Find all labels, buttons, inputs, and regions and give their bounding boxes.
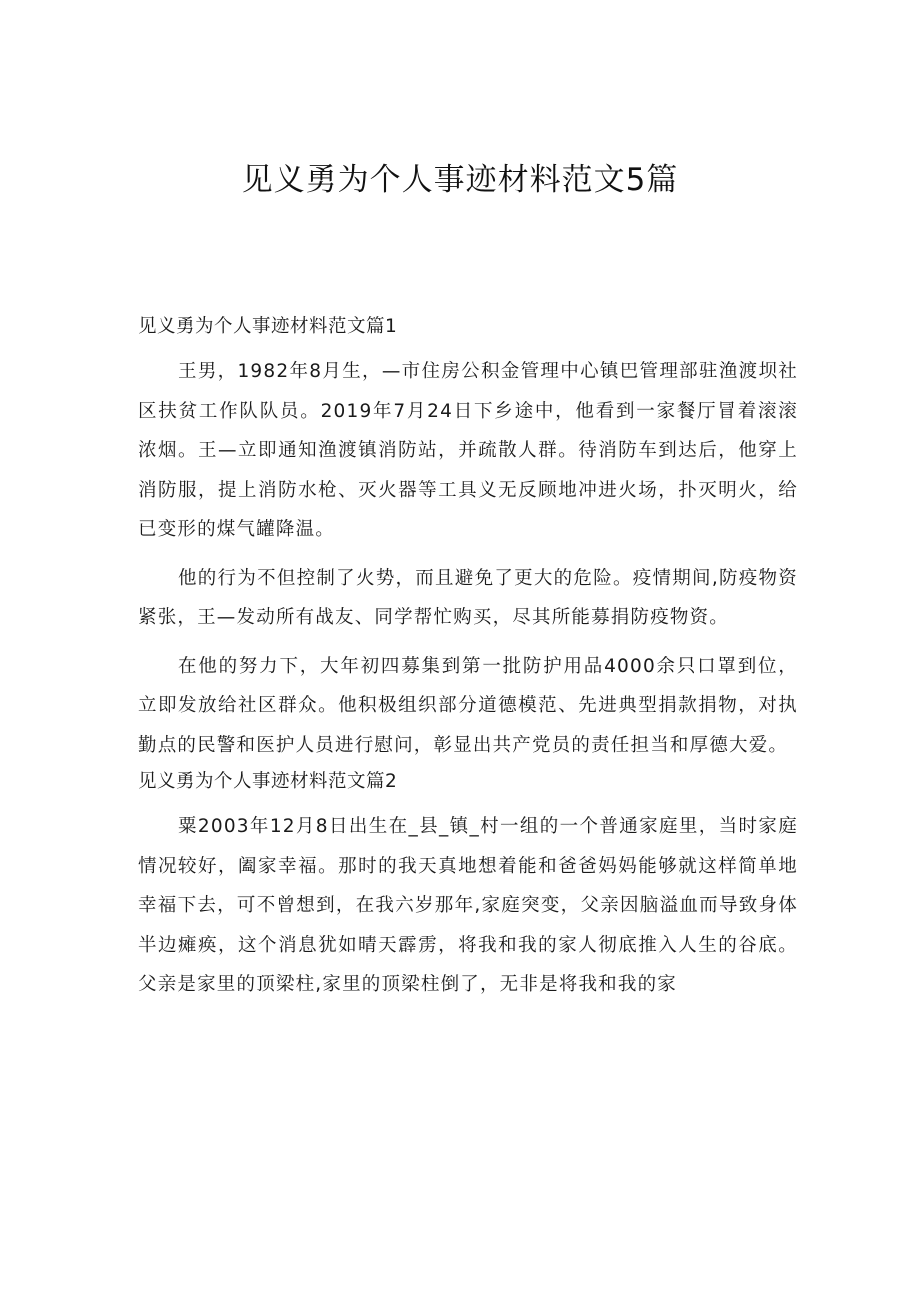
paragraph: 他的行为不但控制了火势，而且避免了更大的危险。疫情期间,防疫物资紧张，王—发动所有战友、同学帮忙购买，尽其所能募捐防疫物资。 xyxy=(138,567,798,628)
paragraph: 王男，1982年8月生，—市住房公积金管理中心镇巴管理部驻渔渡坝社区扶贫工作队队员。2019年7月24日下乡途中，他看到一家餐厅冒着滚滚浓烟。王—立即通知渔渡镇消防站，并疏散人群。待消防车到达后，他穿上消防服，提上消防水枪、灭火器等工具义无反顾地冲进火场，扑灭明火，给已变形的煤气罐降温。 xyxy=(138,361,798,540)
paragraph: 在他的努力下，大年初四募集到第一批防护用品4000余只口罩到位，立即发放给社区群众。他积极组织部分道德模范、先进典型捐款捐物，对执勤点的民警和医护人员进行慰问，彰显出共产党员的责任担当和厚德大爱。 xyxy=(138,655,798,756)
section-1 xyxy=(138,310,798,765)
page-title: 见义勇为个人事迹材料范文5篇 xyxy=(241,162,679,198)
section-2 xyxy=(138,765,798,1005)
paragraph: 粟2003年12月8日出生在_县_镇_村一组的一个普通家庭里，当时家庭情况较好，阖家幸福。那时的我天真地想着能和爸爸妈妈能够就这样简单地幸福下去，可不曾想到，在我六岁那年,家庭突变，父亲因脑溢血而导致身体半边瘫痪，这个消息犹如晴天霹雳，将我和我的家人彻底推入人生的谷底。父亲是家里的顶梁柱,家里的顶梁柱倒了，无非是将我和我的家 xyxy=(138,816,798,995)
section-heading: 见义勇为个人事迹材料范文篇1 xyxy=(138,316,398,337)
document-body xyxy=(138,310,798,1005)
section-heading: 见义勇为个人事迹材料范文篇2 xyxy=(138,771,398,792)
